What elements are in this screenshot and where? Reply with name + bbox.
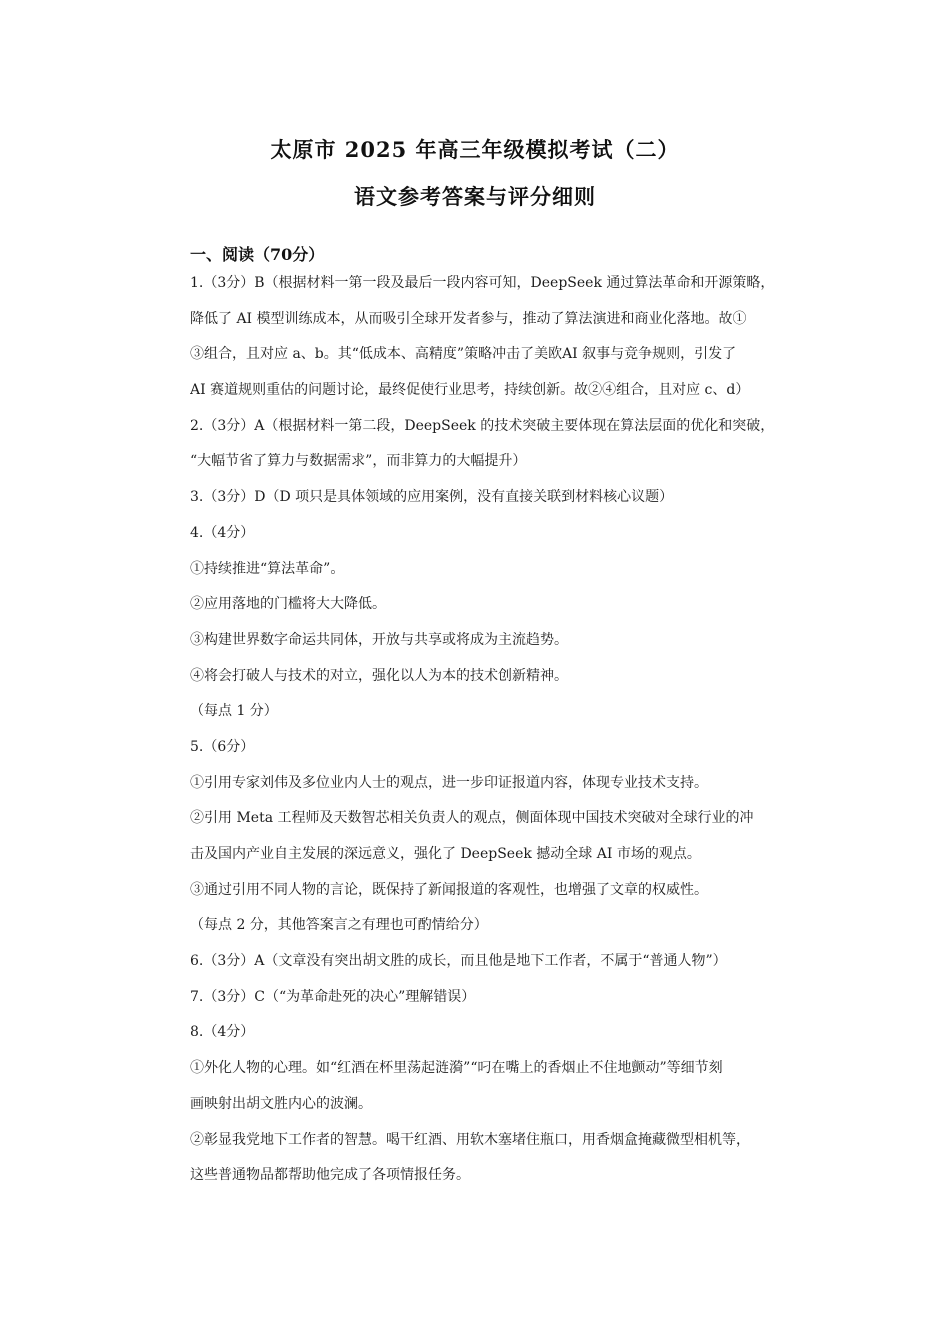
- answer-key-title: 语文参考答案与评分细则: [354, 184, 596, 209]
- text-line: ③构建世界数字命运共同体，开放与共享或将成为主流趋势。: [190, 631, 568, 648]
- text-line: AI 赛道规则重估的问题讨论，最终促使行业思考，持续创新。故②④组合，且对应 c、d）: [190, 382, 750, 399]
- text-line: （每点 1 分）: [190, 703, 278, 720]
- text-line: 6.（3分）A（文章没有突出胡文胜的成长，而且他是地下工作者，不属于“普通人物”）: [190, 953, 727, 970]
- text-line: 这些普通物品都帮助他完成了各项情报任务。: [190, 1167, 470, 1184]
- exam-title: 太原市 2025 年高三年级模拟考试（二）: [270, 137, 680, 162]
- text-line: 3.（3分）D（D 项只是具体领域的应用案例，没有直接关联到材料核心议题）: [190, 489, 674, 506]
- text-line: ②应用落地的门槛将大大降低。: [190, 596, 386, 613]
- text-line: ①引用专家刘伟及多位业内人士的观点，进一步印证报道内容，体现专业技术支持。: [190, 774, 708, 791]
- text-line: 画映射出胡文胜内心的波澜。: [190, 1095, 372, 1112]
- text-line: ②引用 Meta 工程师及天数智芯相关负责人的观点，侧面体现中国技术突破对全球行业的冲: [190, 810, 754, 827]
- text-line: ①持续推进“算法革命”。: [190, 560, 345, 577]
- text-line: ①外化人物的心理。如“红酒在杯里荡起涟漪”“叼在嘴上的香烟止不住地颤动”等细节刻: [190, 1060, 723, 1077]
- text-line: 7.（3分）C（“为革命赴死的决心”理解错误）: [190, 988, 476, 1005]
- text-line: 8.（4分）: [190, 1024, 255, 1041]
- text-line: 4.（4分）: [190, 524, 255, 541]
- text-line: （每点 2 分，其他答案言之有理也可酌情给分）: [190, 917, 488, 934]
- text-line: ③通过引用不同人物的言论，既保持了新闻报道的客观性，也增强了文章的权威性。: [190, 881, 708, 898]
- text-line: 1.（3分）B（根据材料一第一段及最后一段内容可知，DeepSeek 通过算法革命和开源策略，: [190, 275, 775, 291]
- text-line: 降低了 AI 模型训练成本，从而吸引全球开发者参与，推动了算法演进和商业化落地。故①: [190, 310, 747, 327]
- section-heading-reading: 一、阅读（70分）: [190, 245, 325, 264]
- text-line: 击及国内产业自主发展的深远意义，强化了 DeepSeek 撼动全球 AI 市场的观点。: [190, 846, 701, 862]
- answer-content: [190, 273, 802, 1201]
- text-line: ③组合，且对应 a、b。其“低成本、高精度”策略冲击了美欧AI 叙事与竞争规则，引发了: [190, 346, 737, 363]
- text-line: “大幅节省了算力与数据需求”，而非算力的大幅提升）: [190, 453, 527, 470]
- text-line: ④将会打破人与技术的对立，强化以人为本的技术创新精神。: [190, 667, 568, 684]
- text-line: ②彰显我党地下工作者的智慧。喝干红酒、用软木塞堵住瓶口，用香烟盒掩藏微型相机等，: [190, 1131, 750, 1148]
- text-line: 5.（6分）: [190, 738, 255, 755]
- text-line: 2.（3分）A（根据材料一第二段，DeepSeek 的技术突破主要体现在算法层面的优化和突破，: [190, 417, 775, 434]
